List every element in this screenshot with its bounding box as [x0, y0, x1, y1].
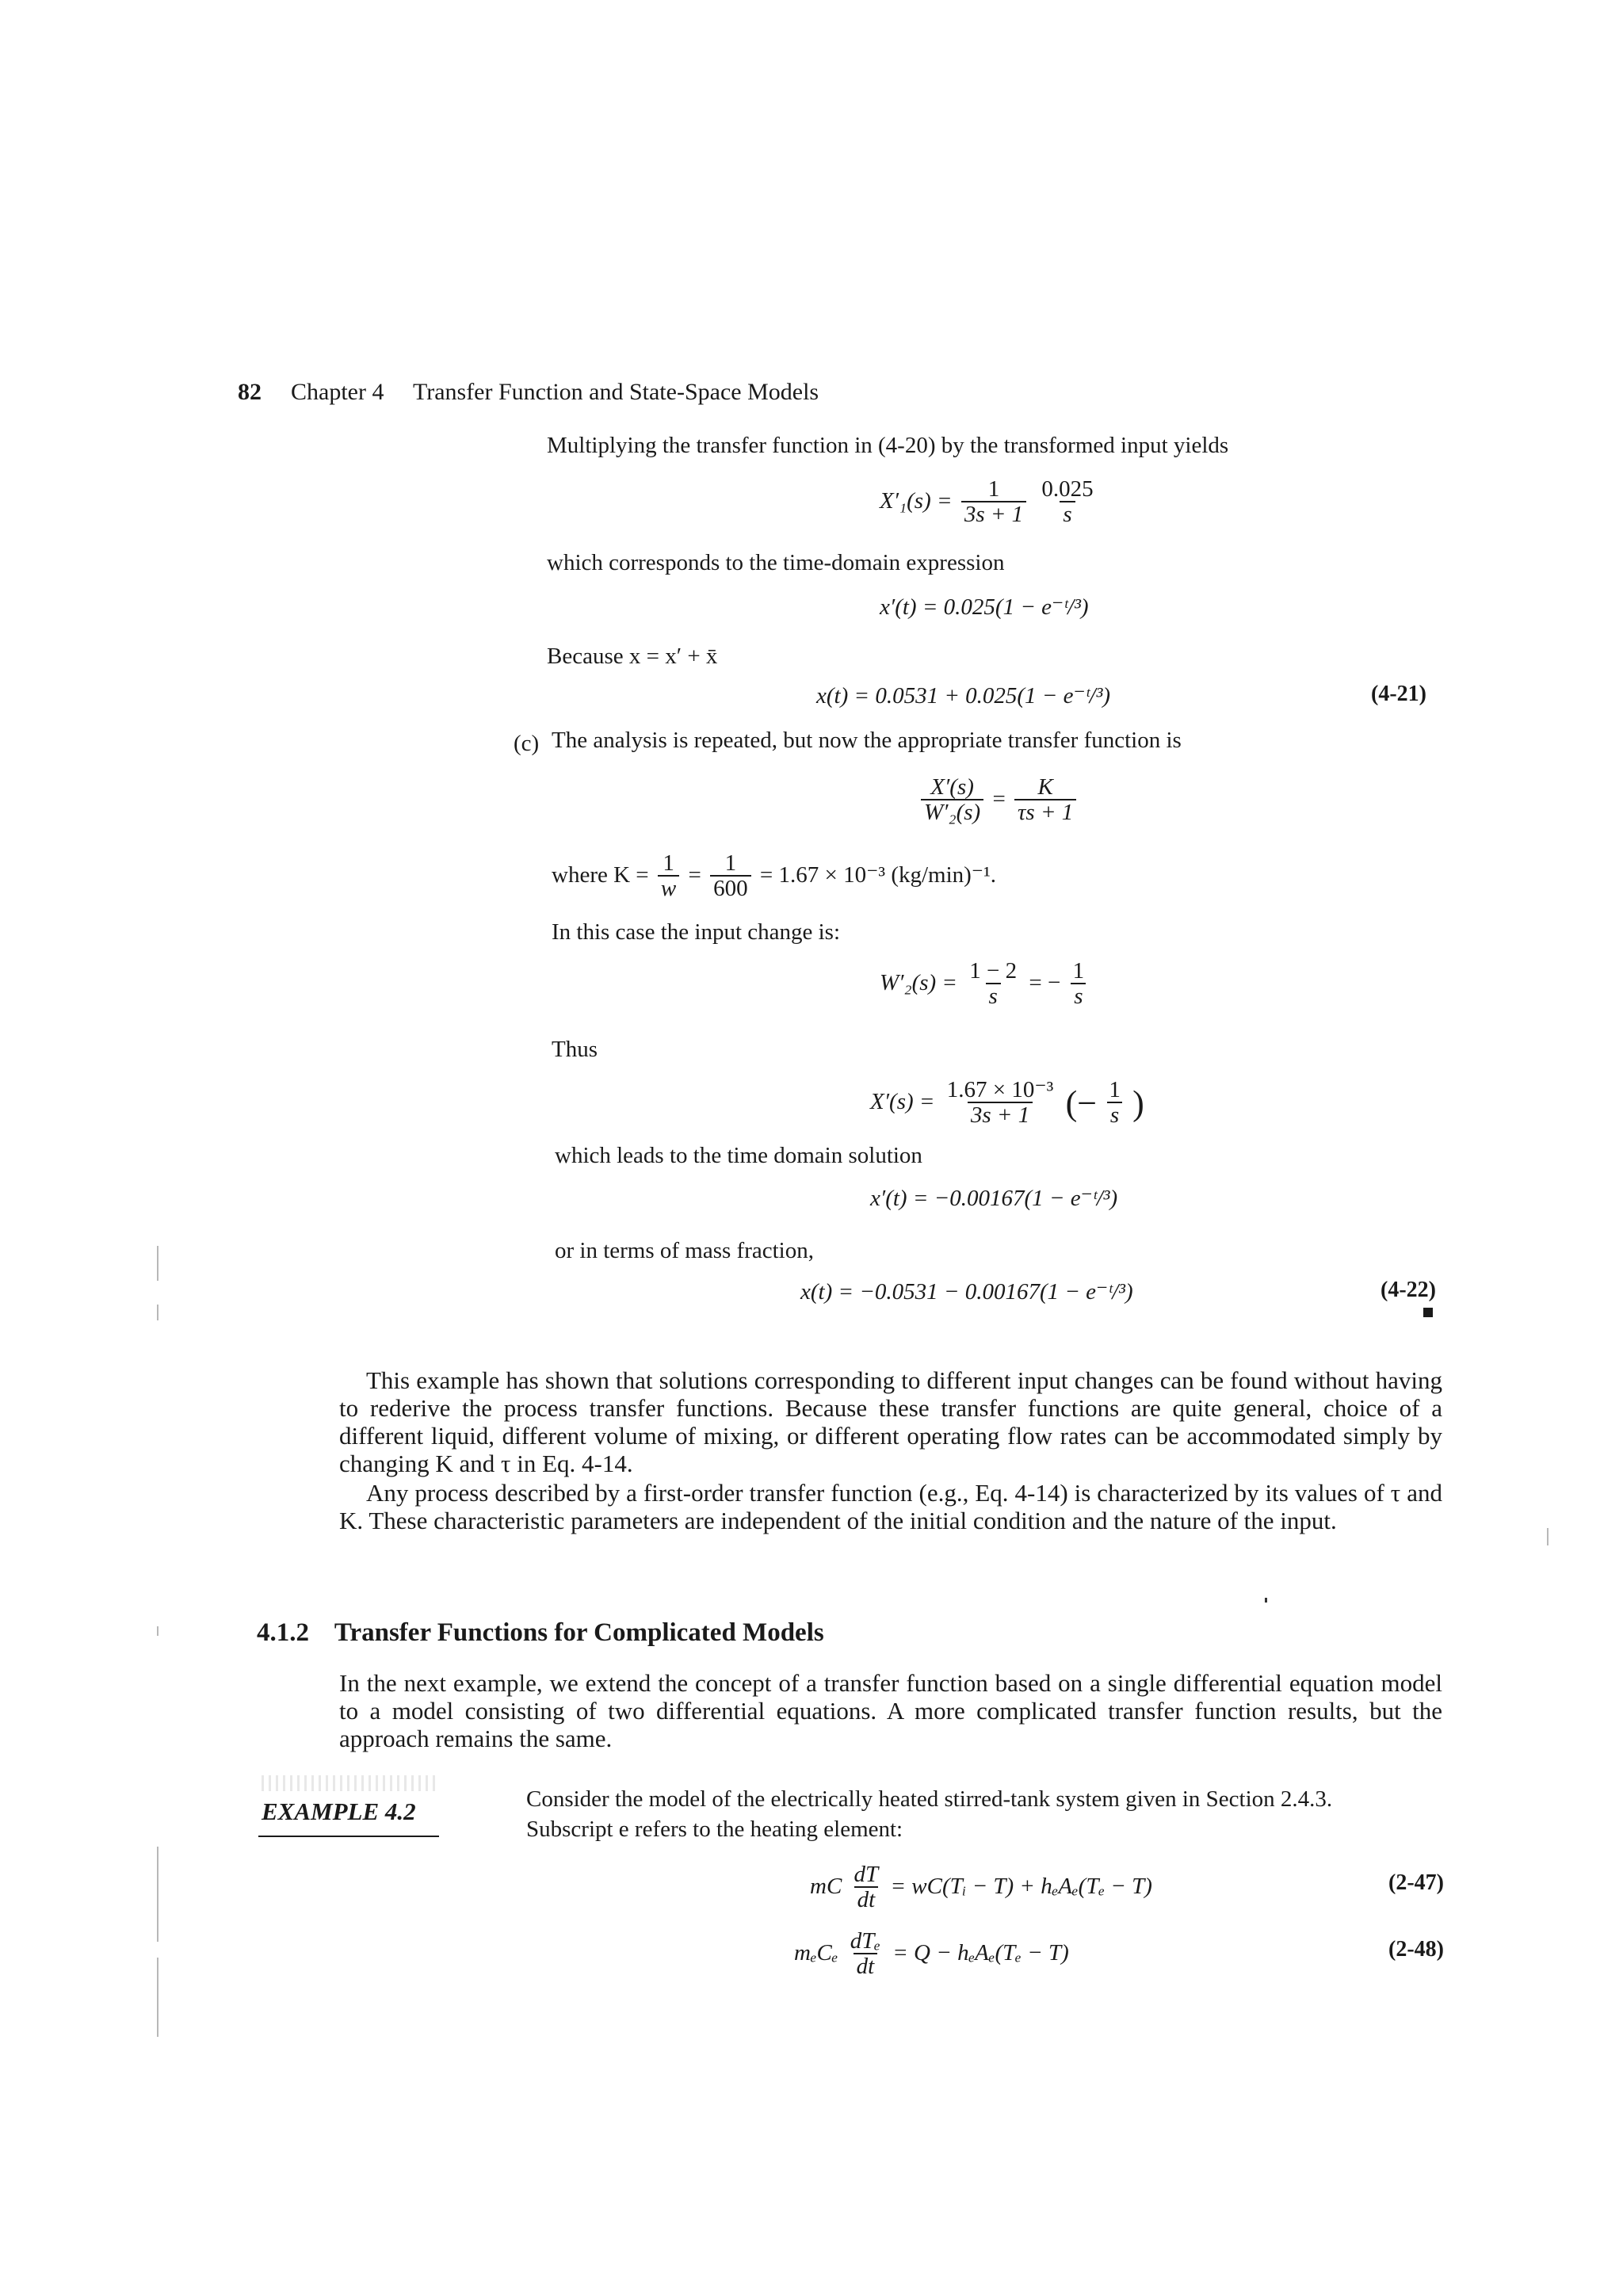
equation-x-prime-t: x′(t) = 0.025(1 − e⁻ᵗ/³) [880, 594, 1089, 620]
paragraph-1: This example has shown that solutions corresponding to different input changes can be found without having to rederive the process transfer functions. Because these transfer functions are quite general, choice of a different liquid, different volume of mixing, or different operating flow rates can be accommodated simply by changing K and τ in Eq. 4-14. [339, 1366, 1442, 1477]
fraction: $\frac{\text{1.67 × 10⁻³}}{3s + 1}$ [946, 1077, 1054, 1129]
example-label: EXAMPLE 4.2 [262, 1797, 416, 1825]
end-of-example-mark [1423, 1308, 1433, 1317]
body-text-3: Because x = x′ + x̄ [547, 644, 718, 669]
example-label-rule [258, 1836, 439, 1837]
scan-mark [157, 1958, 158, 2037]
body-text-4: The analysis is repeated, but now the appropriate transfer function is [552, 728, 1182, 753]
body-text-6: In this case the input change is: [552, 919, 841, 945]
chapter-title: Transfer Function and State-Space Models [412, 379, 819, 405]
chapter-label: Chapter 4 [291, 379, 384, 405]
equation-w2-s: W′₂(s) = $\frac{1 - 2}{s}$ = − $\frac{1}{s}$ [880, 959, 1090, 1010]
example-label-texture [262, 1775, 436, 1791]
equation-number-4-22: (4-22) [1381, 1278, 1436, 1302]
scan-mark [1265, 1598, 1267, 1603]
equation-transfer-function: $\frac{X'(s)}{\text{W′₂(s)}}$ = $\frac{K}{\tau s + 1}$ [918, 775, 1079, 826]
equation-x-t: x(t) = 0.0531 + 0.025(1 − e⁻ᵗ/³) [816, 683, 1111, 709]
eq-lhs: X′₁(s) = [880, 487, 953, 514]
fraction: $\frac{X'(s)}{\text{W′₂(s)}}$ [921, 775, 983, 826]
scan-mark [157, 1305, 158, 1320]
fraction: $\frac{1}{s}$ [1106, 1078, 1124, 1129]
fraction: $\frac{1}{w}$ [658, 851, 679, 902]
scan-mark [157, 1847, 158, 1942]
section-number: 4.1.2 [257, 1618, 309, 1647]
equation-x1-s [880, 477, 1100, 528]
body-text-7: Thus [552, 1037, 598, 1062]
equation-x-t-2: x(t) = −0.0531 − 0.00167(1 − e⁻ᵗ/³) [800, 1279, 1133, 1305]
equation-number-2-47: (2-47) [1388, 1870, 1444, 1895]
example-text-2: Subscript e refers to the heating element: [526, 1817, 903, 1842]
equation-x-prime-s: X′(s) = $\frac{\text{1.67 × 10⁻³}}{3s + 1}$ (− $\frac{1}{s}$ ) [870, 1077, 1144, 1129]
part-c-label: (c) [514, 731, 540, 756]
example-text-1: Consider the model of the electrically heated stirred-tank system given in Section 2.4.3. [526, 1786, 1333, 1812]
scan-mark [157, 1246, 158, 1281]
fraction: $\frac{dT}{dt}$ [854, 1862, 879, 1913]
equation-x-prime-t-2: x′(t) = −0.00167(1 − e⁻ᵗ/³) [870, 1186, 1118, 1211]
body-text-1: Multiplying the transfer function in (4-20) by the transformed input yields [547, 433, 1229, 458]
equation-number-4-21: (4-21) [1371, 682, 1426, 706]
fraction: $\frac{1}{600}$ [710, 851, 751, 902]
scan-mark [157, 1626, 158, 1636]
body-text-9: or in terms of mass fraction, [555, 1238, 814, 1263]
body-text-8: which leads to the time domain solution [555, 1143, 922, 1168]
section-heading [257, 1618, 824, 1648]
paragraph-2: Any process described by a first-order transfer function (e.g., Eq. 4-14) is characterized by its values of τ and K. These characteristic parameters are independent of the initial condition and the nature of the input. [339, 1479, 1442, 1534]
equation-2-48: mₑCₑ $\frac{\text{dTₑ}}{dt}$ = Q − hₑAₑ(Tₑ − T) [794, 1928, 1069, 1980]
scan-mark [1547, 1528, 1549, 1545]
page-number: 82 [238, 379, 262, 405]
fraction: $\frac{0.025}{s}$ [1041, 476, 1094, 528]
body-text-2: which corresponds to the time-domain expression [547, 550, 1005, 575]
equation-number-2-48: (2-48) [1388, 1937, 1444, 1962]
fraction: $\frac{1}{3s + 1}$ [961, 477, 1026, 528]
fraction: $\frac{\text{dTₑ}}{dt}$ [850, 1928, 880, 1980]
running-header [238, 379, 819, 406]
equation-2-47: mC $\frac{dT}{dt}$ = wC(Tᵢ − T) + hₑAₑ(Tₑ − T) [810, 1862, 1152, 1913]
fraction: $\frac{1}{s}$ [1070, 959, 1088, 1010]
paragraph-3: In the next example, we extend the concept of a transfer function based on a single differential equation model to a model consisting of two differential equations. A more complicated transfer function results, but the approach remains the same. [339, 1669, 1442, 1752]
section-title: Transfer Functions for Complicated Models [334, 1618, 824, 1647]
body-text-5: where K = $\frac{1}{w}$ = $\frac{1}{600}$ = 1.67 × 10⁻³ (kg/min)⁻¹. [552, 850, 997, 902]
fraction: $\frac{K}{\tau s + 1}$ [1014, 775, 1076, 826]
fraction: $\frac{1 - 2}{s}$ [969, 958, 1018, 1010]
